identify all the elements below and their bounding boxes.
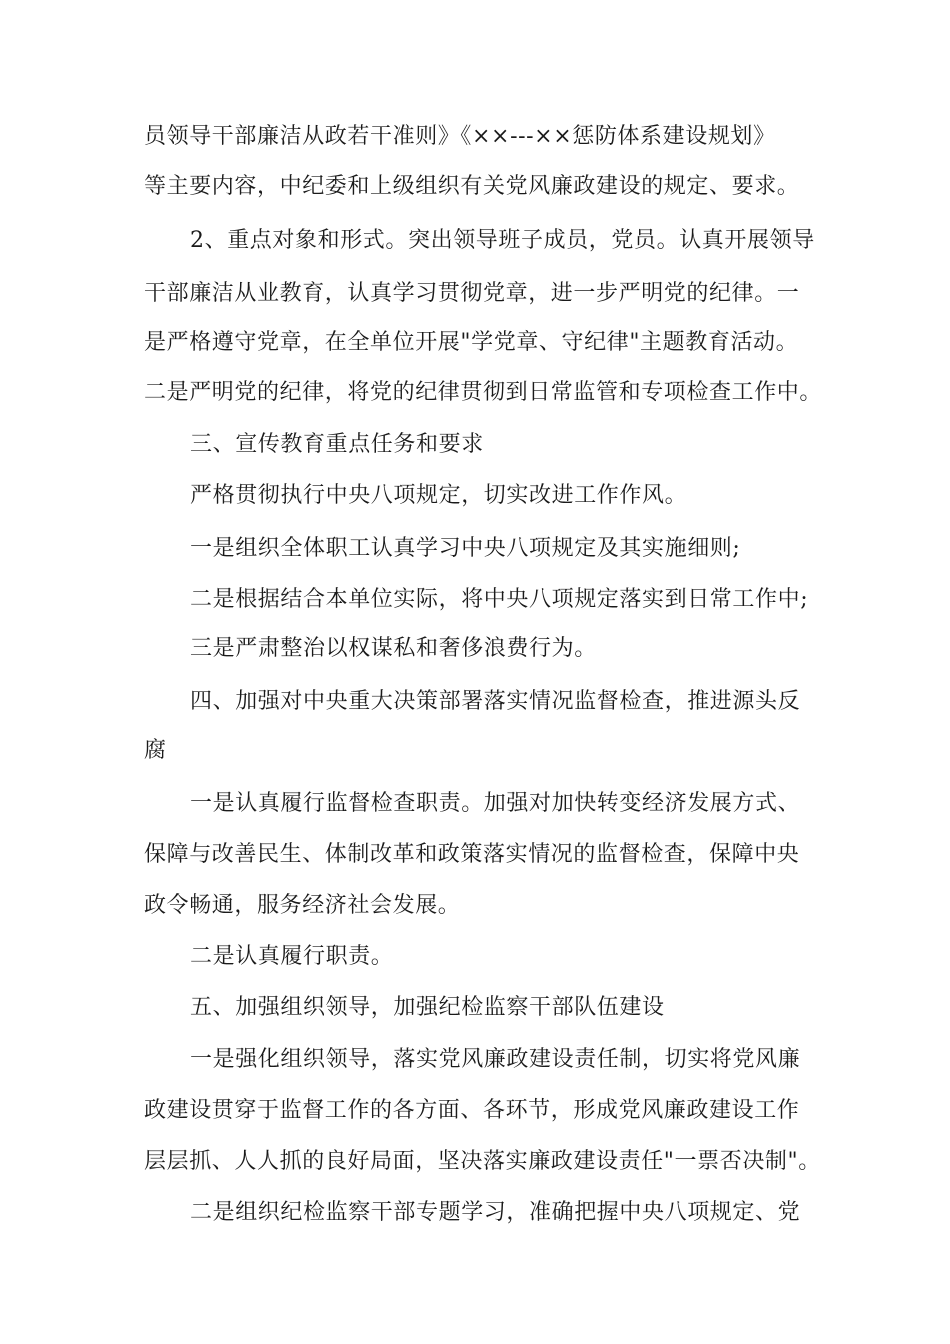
text-line-17: 二是认真履行职责。 — [190, 944, 394, 969]
text-line-22: 二是组织纪检监察干部专题学习，准确把握中央八项规定、党 — [190, 1200, 801, 1225]
text-line-20: 政建设贯穿于监督工作的各方面、各环节，形成党风廉政建设工作 — [144, 1098, 800, 1123]
text-line-1: 员领导干部廉洁从政若干准则》《××---××惩防体系建设规划》 — [144, 124, 776, 149]
text-line-6: 二是严明党的纪律，将党的纪律贯彻到日常监管和专项检查工作中。 — [144, 380, 823, 405]
text-line-5: 是严格遵守党章，在全单位开展"学党章、守纪律"主题教育活动。 — [144, 330, 799, 355]
text-line-10: 二是根据结合本单位实际，将中央八项规定落实到日常工作中; — [190, 587, 809, 612]
section-heading-5: 五、加强组织领导，加强纪检监察干部队伍建设 — [190, 995, 665, 1020]
text-line-19: 一是强化组织领导，落实党风廉政建设责任制，切实将党风廉 — [190, 1047, 801, 1072]
text-line-14: 一是认真履行监督检查职责。加强对加快转变经济发展方式、 — [190, 791, 801, 816]
section-heading-3: 三、宣传教育重点任务和要求 — [190, 432, 484, 457]
text-line-8: 严格贯彻执行中央八项规定，切实改进工作作风。 — [190, 483, 688, 508]
text-line-15: 保障与改善民生、体制改革和政策落实情况的监督检查，保障中央 — [144, 842, 800, 867]
text-line-11: 三是严肃整治以权谋私和奢侈浪费行为。 — [190, 636, 597, 661]
section-heading-4: 四、加强对中央重大决策部署落实情况监督检查，推进源头反 — [190, 689, 801, 714]
text-line-4: 干部廉洁从业教育，认真学习贯彻党章，进一步严明党的纪律。一 — [144, 281, 800, 306]
text-line-16: 政令畅通，服务经济社会发展。 — [144, 893, 461, 918]
section-heading-4-cont: 腐 — [144, 738, 167, 763]
text-line-3: 2、重点对象和形式。突出领导班子成员，党员。认真开展领导 — [190, 228, 815, 253]
text-line-9: 一是组织全体职工认真学习中央八项规定及其实施细则; — [190, 536, 741, 561]
text-line-21: 层层抓、人人抓的良好局面，坚决落实廉政建设责任"一票否决制"。 — [144, 1149, 821, 1174]
text-line-2: 等主要内容，中纪委和上级组织有关党风廉政建设的规定、要求。 — [144, 174, 800, 199]
